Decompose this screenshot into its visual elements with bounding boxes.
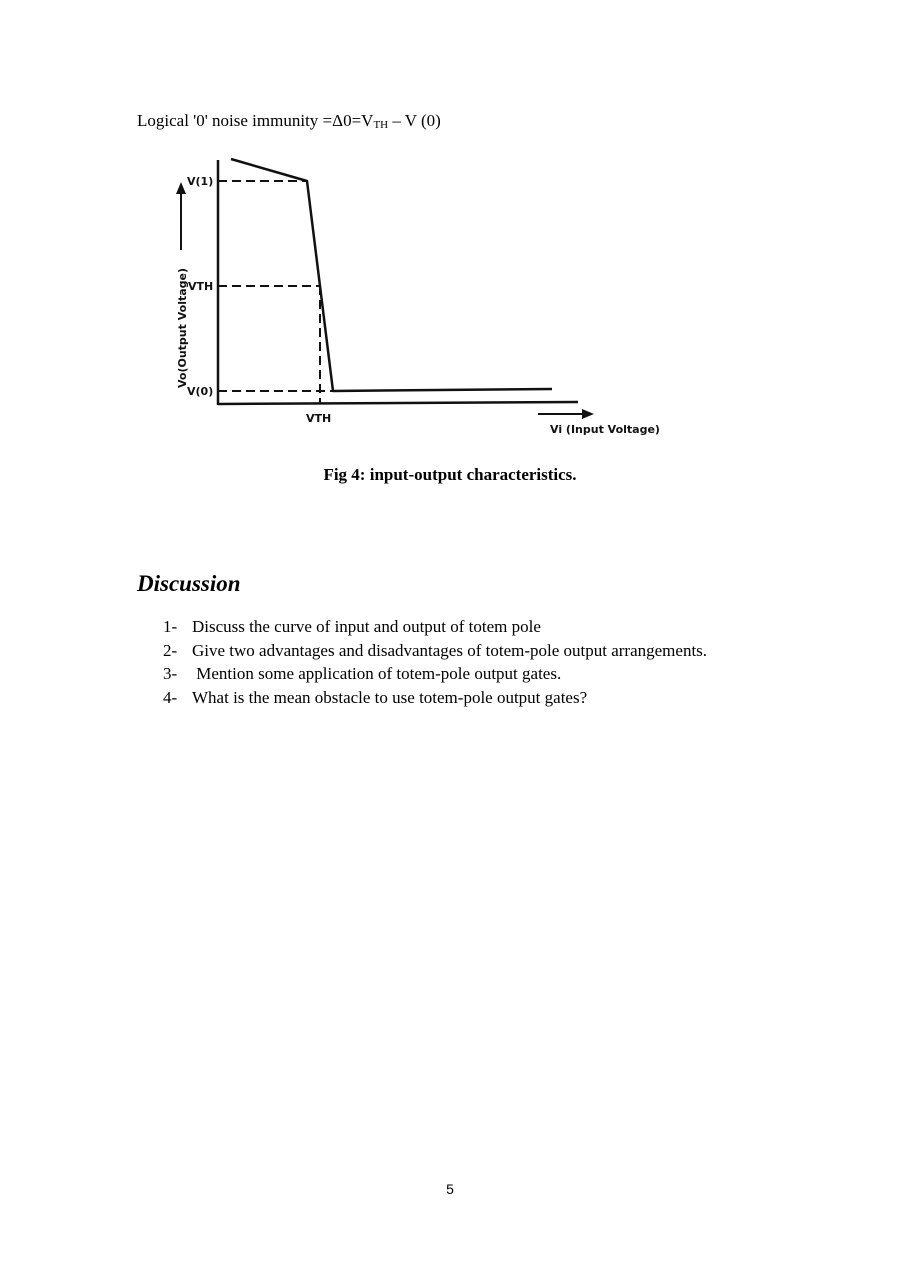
formula-prefix: Logical '0' noise immunity =Δ0=V [137, 111, 374, 130]
v1-label: V(1) [187, 175, 214, 188]
y-axis-arrow [176, 182, 186, 250]
question-number: 3- [163, 664, 178, 684]
discussion-question-list [163, 617, 707, 712]
io-characteristic-figure [160, 150, 680, 450]
figure-caption: Fig 4: input-output characteristics. [323, 465, 577, 484]
question-text: What is the mean obstacle to use totem-pole output gates? [192, 688, 588, 708]
v0-label: V(0) [187, 385, 214, 398]
question-text: Mention some application of totem-pole output gates. [192, 664, 562, 684]
x-axis-label: Vi (Input Voltage) [550, 423, 660, 436]
dashed-guides [218, 181, 333, 404]
question-number: 4- [163, 688, 178, 708]
io-characteristic-diagram [160, 150, 680, 450]
x-axis-line [218, 402, 578, 404]
discussion-heading: Discussion [137, 571, 241, 596]
discussion-question [163, 617, 707, 641]
question-text: Discuss the curve of input and output of totem pole [192, 617, 541, 636]
y-axis-label: Vo(Output Voltage) [176, 267, 189, 388]
question-number: 2- [163, 640, 178, 660]
discussion-question [163, 664, 707, 688]
discussion-question [163, 688, 707, 712]
vth-x-label: VTH [306, 412, 332, 425]
question-text: Give two advantages and disadvantages of totem-pole output arrangements. [192, 640, 708, 660]
formula-suffix: – V (0) [388, 111, 441, 130]
page-number: 5 [446, 1181, 454, 1197]
transfer-curve [231, 159, 552, 391]
noise-immunity-formula [137, 111, 441, 135]
question-number: 1- [163, 617, 178, 636]
x-axis-arrow [538, 409, 594, 419]
vth-y-label: VTH [188, 280, 214, 293]
discussion-question [163, 641, 707, 665]
formula-subscript: TH [373, 119, 389, 131]
